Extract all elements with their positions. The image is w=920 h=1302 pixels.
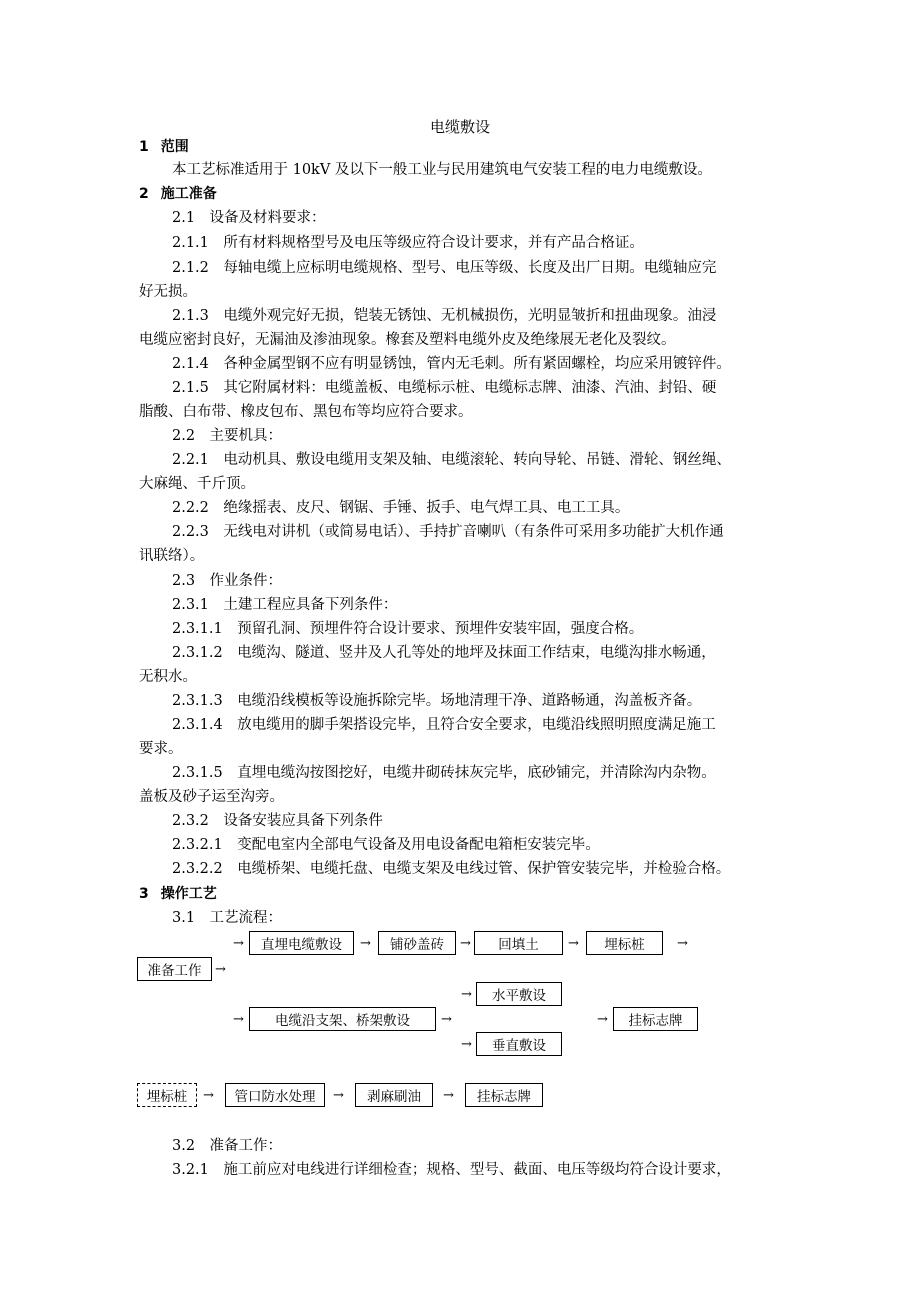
- flow-arrow: →: [215, 962, 226, 977]
- line-2-1-3a: 2.1.3 电缆外观完好无损，铠装无锈蚀、无机械损伤，光明显皱折和扭曲现象。油浸: [172, 308, 717, 324]
- line-3-1: 3.1 工艺流程：: [172, 910, 283, 926]
- line-2-1-3b: 电缆应密封良好，无漏油及渗油现象。橡套及塑料电缆外皮及绝缘展无老化及裂纹。: [139, 332, 676, 348]
- section-3-title: 操作工艺: [160, 886, 217, 902]
- line-2-2-3a: 2.2.3 无线电对讲机（或简易电话）、手持扩音喇叭（有条件可采用多功能扩大机作通: [172, 524, 724, 540]
- line-2-3-1-3: 2.3.1.3 电缆沿线模板等设施拆除完毕。场地清理干净、道路畅通，沟盖板齐备。: [172, 693, 702, 709]
- flow-arrow: →: [333, 1088, 344, 1103]
- section-1-title: 范围: [160, 139, 189, 155]
- flow-box-hang-sign-2: 挂标志牌: [465, 1083, 543, 1107]
- flow-arrow: →: [461, 987, 472, 1002]
- flow-box-along-bracket: 电缆沿支架、桥架敷设: [249, 1007, 436, 1031]
- flow-box-horizontal: 水平敷设: [476, 982, 562, 1006]
- line-2-1-2a: 2.1.2 每轴电缆上应标明电缆规格、型号、电压等级、长度及出厂日期。电缆轴应完: [172, 260, 717, 276]
- flow-arrow: →: [677, 936, 688, 951]
- paragraph-1: 本工艺标准适用于 10kV 及以下一般工业与民用建筑电气安装工程的电力电缆敷设。: [172, 162, 712, 178]
- flow-box-marker-post-dashed: 埋标桩: [137, 1083, 197, 1107]
- section-2-title: 施工准备: [160, 186, 217, 202]
- flow-box-hang-sign: 挂标志牌: [613, 1007, 698, 1031]
- flow-box-prep: 准备工作: [137, 957, 212, 981]
- line-2-3-1-4b: 要求。: [139, 741, 183, 757]
- flow-arrow: →: [441, 1012, 452, 1027]
- line-2-3-1-1: 2.3.1.1 预留孔洞、预埋件符合设计要求、预埋件安装牢固，强度合格。: [172, 621, 644, 637]
- flow-arrow: →: [360, 936, 371, 951]
- section-2-number: 2: [139, 186, 149, 202]
- flow-arrow: →: [233, 1012, 244, 1027]
- section-1-heading: [139, 136, 189, 158]
- line-2-2-2: 2.2.2 绝缘摇表、皮尺、钢锯、手锤、扳手、电气焊工具、电工工具。: [172, 500, 630, 516]
- line-2-3-1-5a: 2.3.1.5 直埋电缆沟按图挖好，电缆井砌砖抹灰完毕，底砂铺完，并清除沟内杂物。: [172, 765, 716, 781]
- flow-box-strip-paint: 剥麻刷油: [355, 1083, 433, 1107]
- line-2-3: 2.3 作业条件：: [172, 573, 283, 589]
- flow-box-vertical: 垂直敷设: [476, 1032, 562, 1056]
- section-2-heading: [139, 183, 217, 205]
- flow-arrow: →: [568, 936, 579, 951]
- line-2-1-5b: 脂酸、白布带、橡皮包布、黑包布等均应符合要求。: [139, 404, 473, 420]
- flow-arrow: →: [443, 1088, 454, 1103]
- flow-arrow: →: [203, 1088, 214, 1103]
- line-2-3-1: 2.3.1 土建工程应具备下列条件：: [172, 597, 398, 613]
- line-2-1-1: 2.1.1 所有材料规格型号及电压等级应符合设计要求，并有产品合格证。: [172, 235, 644, 251]
- section-3-heading: [139, 883, 217, 905]
- line-2-1-2b: 好无损。: [139, 284, 197, 300]
- line-2-1-5a: 2.1.5 其它附属材料：电缆盖板、电缆标示桩、电缆标志牌、油漆、汽油、封铅、硬: [172, 380, 717, 396]
- line-2-2-3b: 讯联络）。: [139, 548, 205, 564]
- line-2-1-4: 2.1.4 各种金属型钢不应有明显锈蚀，管内无毛刺。所有紧固螺栓，均应采用镀锌件。: [172, 356, 731, 372]
- flow-box-marker-post: 埋标桩: [586, 931, 663, 955]
- line-2-2-1b: 大麻绳、千斤顶。: [139, 476, 255, 492]
- document-title: 电缆敷设: [429, 118, 490, 136]
- flow-arrow: →: [233, 936, 244, 951]
- line-2-3-1-5b: 盖板及砂子运至沟旁。: [139, 789, 284, 805]
- flow-arrow: →: [460, 936, 471, 951]
- flow-box-sand-brick: 铺砂盖砖: [378, 931, 456, 955]
- line-2-3-1-2b: 无积水。: [139, 669, 197, 685]
- flow-box-direct-burial: 直埋电缆敷设: [249, 931, 354, 955]
- line-3-2-1: 3.2.1 施工前应对电线进行详细检查；规格、型号、截面、电压等级均符合设计要求，: [172, 1162, 731, 1178]
- line-2-3-2-1: 2.3.2.1 变配电室内全部电气设备及用电设备配电箱柜安装完毕。: [172, 837, 600, 853]
- line-3-2: 3.2 准备工作：: [172, 1138, 283, 1154]
- line-2-1: 2.1 设备及材料要求：: [172, 210, 326, 226]
- line-2-3-1-4a: 2.3.1.4 放电缆用的脚手架搭设完毕，且符合安全要求，电缆沿线照明照度满足施工: [172, 717, 716, 733]
- flow-arrow: →: [597, 1012, 608, 1027]
- line-2-3-2-2: 2.3.2.2 电缆桥架、电缆托盘、电缆支架及电线过管、保护管安装完毕，并检验合格。: [172, 861, 731, 877]
- line-2-2-1a: 2.2.1 电动机具、敷设电缆用支架及轴、电缆滚轮、转向导轮、吊链、滑轮、钢丝绳、: [172, 452, 731, 468]
- section-1-number: 1: [139, 139, 149, 155]
- flow-arrow: →: [461, 1037, 472, 1052]
- flow-box-waterproof: 管口防水处理: [225, 1083, 325, 1107]
- section-3-number: 3: [139, 886, 149, 902]
- line-2-2: 2.2 主要机具：: [172, 428, 283, 444]
- flow-box-backfill: 回填土: [474, 931, 563, 955]
- line-2-3-2: 2.3.2 设备安装应具备下列条件: [172, 813, 383, 829]
- line-2-3-1-2a: 2.3.1.2 电缆沟、隧道、竖井及人孔等处的地坪及抹面工作结束，电缆沟排水畅通，: [172, 645, 716, 661]
